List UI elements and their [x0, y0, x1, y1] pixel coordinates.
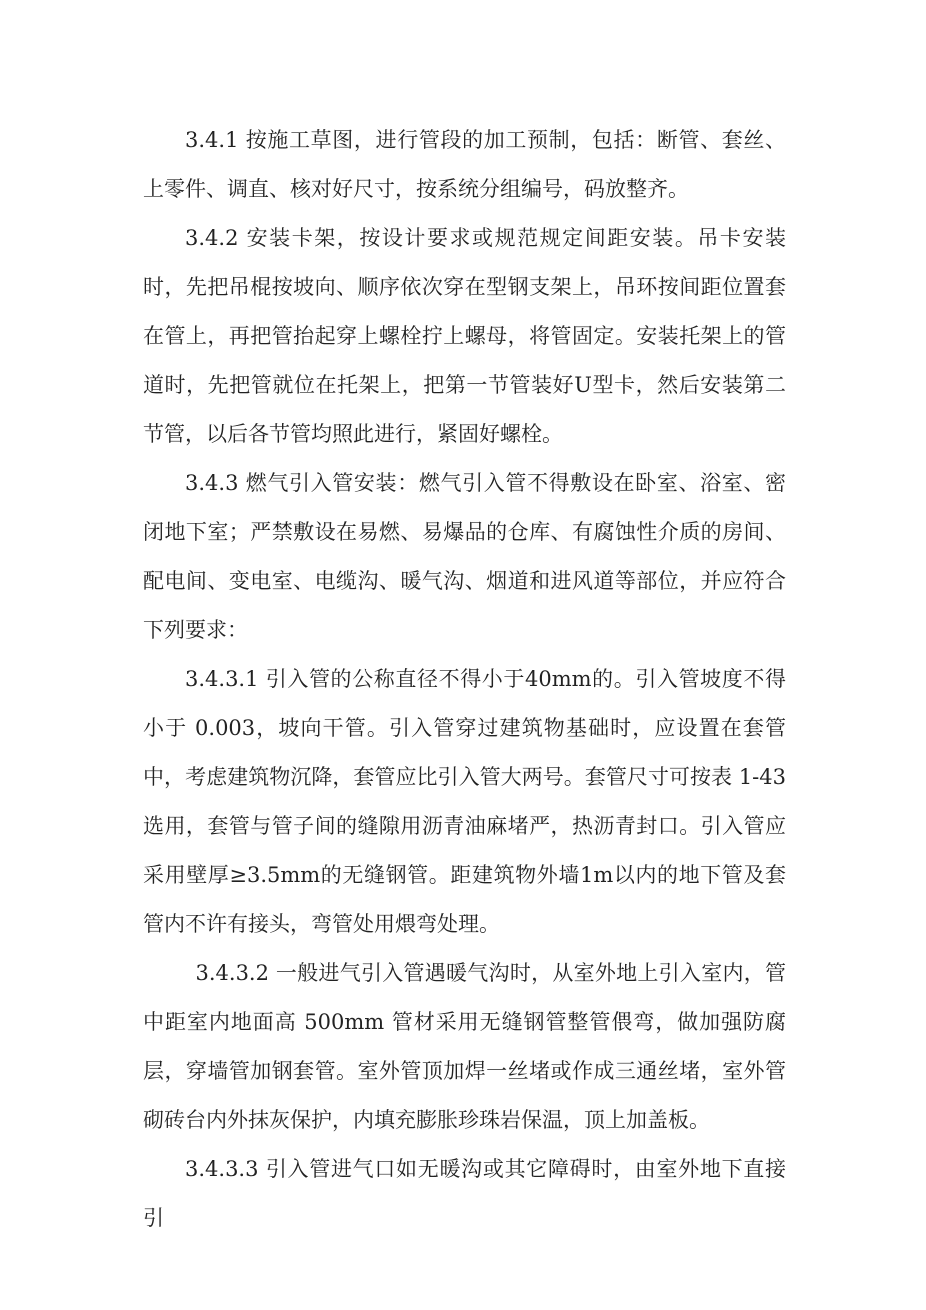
paragraph-3-4-3-1: 3.4.3.1 引入管的公称直径不得小于40mm的。引入管坡度不得小于 0.003，坡向干管。引入管穿过建筑物基础时，应设置在套管中，考虑建筑物沉降，套管应比引入管大两号。套管尺寸可按表 1-43 选用，套管与管子间的缝隙用沥青油麻堵严，热沥青封口。引入管应采用壁厚≥3.5mm的无缝钢管。距建筑物外墙1m以内的地下管及套管内不许有接头，弯管处用煨弯处理。 — [143, 667, 786, 936]
paragraph-3-4-3: 3.4.3 燃气引入管安装：燃气引入管不得敷设在卧室、浴室、密闭地下室；严禁敷设在易燃、易爆品的仓库、有腐蚀性介质的房间、配电间、变电室、电缆沟、暖气沟、烟道和进风道等部位，并应符合下列要求： — [143, 471, 786, 642]
paragraph-3-4-3-2: 3.4.3.2 一般进气引入管遇暖气沟时，从室外地上引入室内，管中距室内地面高 500mm 管材采用无缝钢管整管偎弯，做加强防腐层，穿墙管加钢套管。室外管顶加焊一丝堵或作成三通丝堵，室外管砌砖台内外抹灰保护，内填充膨胀珍珠岩保温，顶上加盖板。 — [143, 961, 786, 1132]
paragraph-3-4-1: 3.4.1 按施工草图，进行管段的加工预制，包括：断管、套丝、上零件、调直、核对好尺寸，按系统分组编号，码放整齐。 — [143, 128, 786, 201]
paragraph-3-4-2: 3.4.2 安装卡架，按设计要求或规范规定间距安装。吊卡安装时，先把吊棍按坡向、顺序依次穿在型钢支架上，吊环按间距位置套在管上，再把管抬起穿上螺栓拧上螺母，将管固定。安装托架上的管道时，先把管就位在托架上，把第一节管装好U型卡，然后安装第二节管，以后各节管均照此进行，紧固好螺栓。 — [143, 226, 786, 446]
document-body — [143, 116, 786, 1243]
paragraph-3-4-3-3: 3.4.3.3 引入管进气口如无暖沟或其它障碍时，由室外地下直接引 — [143, 1157, 786, 1230]
